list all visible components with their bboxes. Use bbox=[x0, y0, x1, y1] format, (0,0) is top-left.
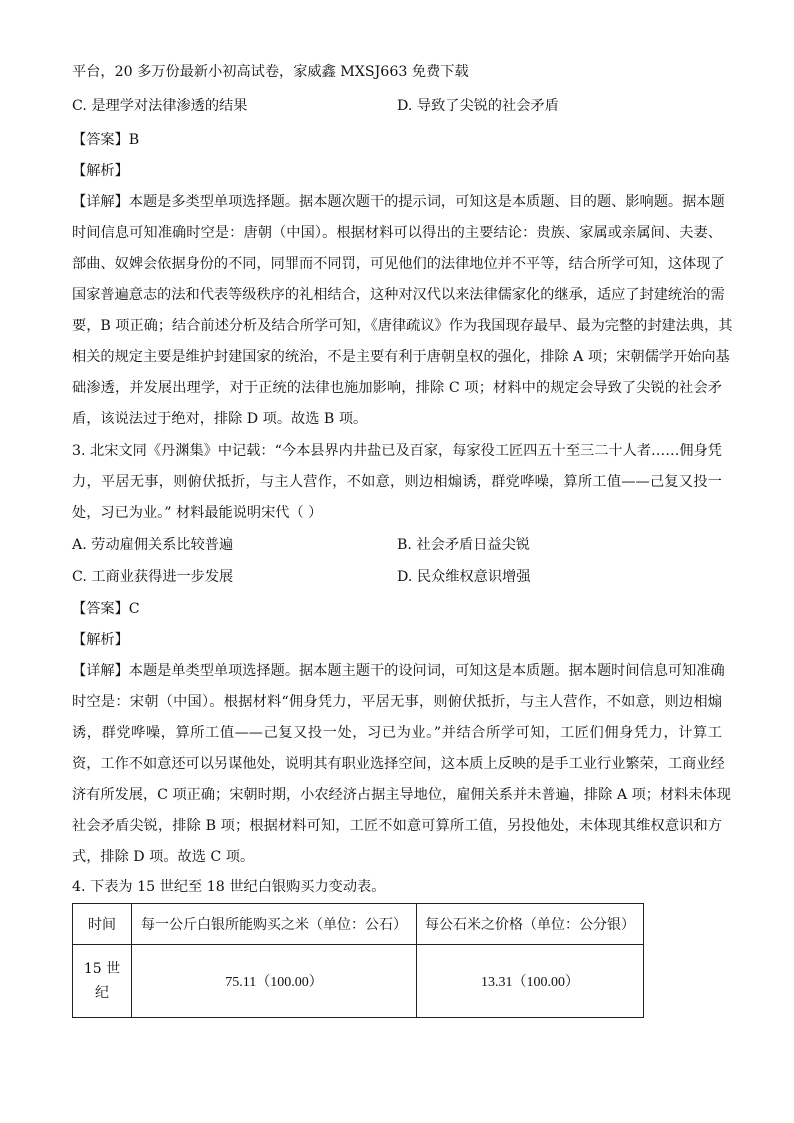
q2-detail-line: 【详解】本题是多类型单项选择题。据本题次题干的提示词，可知这是本质题、目的题、影响题。据本题 bbox=[72, 194, 725, 210]
q2-option-d: D. 导致了尖锐的社会矛盾 bbox=[397, 98, 559, 114]
table-header-cell: 每一公斤白银所能购买之米（单位：公石） bbox=[132, 904, 417, 945]
q3-stem-line: 3. 北宋文同《丹渊集》中记载：“今本县界内井盐已及百家，每家役工匠四五十至三二十人者……佣身凭 bbox=[72, 443, 722, 459]
q3-detail-line: 【详解】本题是单类型单项选择题。据本题主题干的设问词，可知这是本质题。据本题时间信息可知准确 bbox=[72, 663, 725, 679]
q2-option-c: C. 是理学对法律渗透的结果 bbox=[72, 98, 248, 114]
q3-detail-line: 济有所发展，C 项正确；宋朝时期，小农经济占据主导地位，雇佣关系并未普遍，排除 A 项；材料未体现 bbox=[72, 787, 731, 803]
q3-option-d: D. 民众维权意识增强 bbox=[397, 569, 531, 585]
q2-analysis-label: 【解析】 bbox=[72, 163, 129, 179]
q3-stem-line: 力，平居无事，则俯伏抵折，与主人营作，不如意，则边相煽诱，群党哗噪，算所工值——己复又投一 bbox=[72, 474, 722, 490]
q3-detail-line: 社会矛盾尖锐，排除 B 项；根据材料可知，工匠不如意可算所工值，另投他处，未体现其维权意识和方 bbox=[72, 818, 722, 834]
q2-detail-line: 时间信息可知准确时空是：唐朝（中国）。根据材料可以得出的主要结论：贵族、家属或亲属间、夫妻、 bbox=[72, 225, 722, 241]
silver-purchasing-power-table bbox=[72, 903, 644, 1018]
q2-detail-line: 础渗透，并发展出理学，对于正统的法律也施加影响，排除 C 项；材料中的规定会导致了尖锐的社会矛 bbox=[72, 380, 722, 396]
q3-detail-line: 资，工作不如意还可以另谋他处，说明其有职业选择空间，这本质上反映的是手工业行业繁荣，工商业经 bbox=[72, 756, 725, 772]
q3-detail-line: 诱，群党哗噪，算所工值——己复又投一处，习已为业。”并结合所学可知，工匠们佣身凭力，计算工 bbox=[72, 725, 722, 741]
q3-option-c: C. 工商业获得进一步发展 bbox=[72, 569, 234, 585]
table-cell-price: 13.31（100.00） bbox=[417, 945, 644, 1018]
header-line: 平台，20 多万份最新小初高试卷，家威鑫 MXSJ663 免费下载 bbox=[72, 64, 469, 80]
table-header-cell: 时间 bbox=[73, 904, 132, 945]
q2-detail-line: 盾，该说法过于绝对，排除 D 项。故选 B 项。 bbox=[72, 411, 368, 427]
q3-answer: 【答案】C bbox=[72, 601, 140, 617]
table-cell-rice: 75.11（100.00） bbox=[132, 945, 417, 1018]
q2-detail-line: 国家普遍意志的法和代表等级秩序的礼相结合，这种对汉代以来法律儒家化的继承，适应了封建统治的需 bbox=[72, 287, 725, 303]
q2-answer: 【答案】B bbox=[72, 132, 140, 148]
q4-stem: 4. 下表为 15 世纪至 18 世纪白银购买力变动表。 bbox=[72, 879, 386, 895]
q3-option-a: A. 劳动雇佣关系比较普遍 bbox=[72, 537, 234, 553]
q3-analysis-label: 【解析】 bbox=[72, 632, 129, 648]
table-row bbox=[73, 945, 644, 1018]
table-header-row bbox=[73, 904, 644, 945]
table-cell-time: 15 世纪 bbox=[73, 945, 132, 1018]
q3-option-b: B. 社会矛盾日益尖锐 bbox=[397, 537, 530, 553]
q2-detail-line: 要，B 项正确；结合前述分析及结合所学可知，《唐律疏议》作为我国现存最早、最为完整的封建法典，其 bbox=[72, 318, 733, 334]
q3-stem-line: 处，习已为业。” 材料最能说明宋代（ ） bbox=[72, 505, 323, 521]
q2-detail-line: 部曲、奴婢会依据身份的不同，同罪而不同罚，可见他们的法律地位并不平等，结合所学可知，这体现了 bbox=[72, 256, 725, 272]
table-header-cell: 每公石米之价格（单位：公分银） bbox=[417, 904, 644, 945]
q3-detail-line: 时空是：宋朝（中国）。根据材料“佣身凭力，平居无事，则俯伏抵折，与主人营作，不如意，则边相煽 bbox=[72, 694, 722, 710]
q2-detail-line: 相关的规定主要是维护封建国家的统治，不是主要有利于唐朝皇权的强化，排除 A 项；宋朝儒学开始向基 bbox=[72, 349, 730, 365]
q3-detail-line: 式，排除 D 项。故选 C 项。 bbox=[72, 849, 255, 865]
